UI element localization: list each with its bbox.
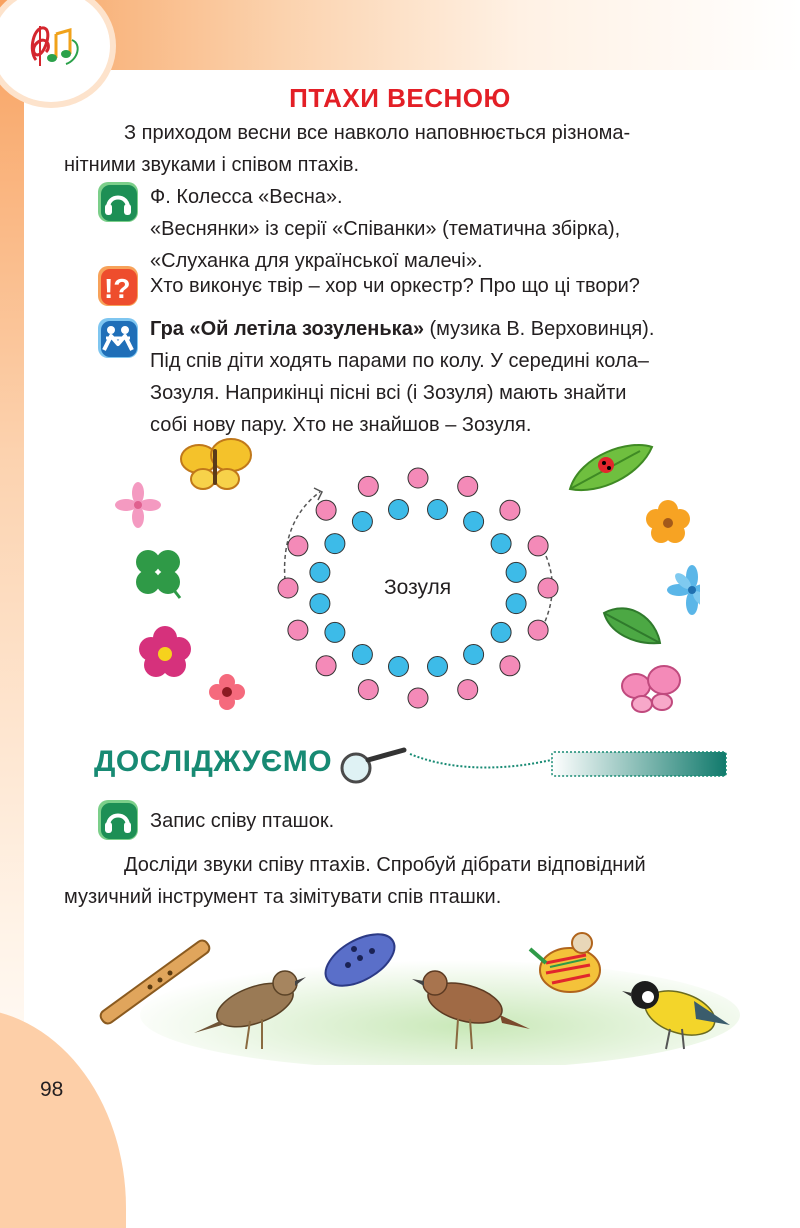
red-flower-icon xyxy=(209,674,245,710)
clover-icon xyxy=(136,550,180,598)
listening-line-1: Ф. Колесса «Весна». xyxy=(150,186,343,208)
child-blue-dot xyxy=(352,645,372,665)
child-pink-dot xyxy=(528,536,548,556)
child-pink-dot xyxy=(538,578,558,598)
listening-block xyxy=(150,181,730,277)
question-text: Хто виконує твір – хор чи оркестр? Про що ці твори? xyxy=(150,275,640,297)
child-pink-dot xyxy=(408,688,428,708)
svg-text:!?: !? xyxy=(104,273,131,304)
game-title: Гра «Ой летіла зозуленька» xyxy=(150,318,424,340)
child-pink-dot xyxy=(458,680,478,700)
birds-instruments-illustration xyxy=(90,925,740,1065)
page-number: 98 xyxy=(40,1078,64,1101)
headphones-icon xyxy=(96,798,140,842)
orange-flower-icon xyxy=(646,500,690,543)
children-game-icon xyxy=(96,316,140,360)
research-listening-text: Запис співу пташок. xyxy=(150,810,335,832)
child-pink-dot xyxy=(358,680,378,700)
child-blue-dot xyxy=(310,562,330,582)
left-strip xyxy=(0,0,24,1158)
child-blue-dot xyxy=(428,500,448,520)
game-title-rest: (музика В. Верховинця). xyxy=(423,318,655,340)
child-pink-dot xyxy=(500,656,520,676)
child-pink-dot xyxy=(528,620,548,640)
intro-line-1: З приходом весни все навколо наповнюється різнома- xyxy=(124,122,631,144)
green-leaf-icon xyxy=(604,608,660,643)
child-blue-dot xyxy=(491,534,511,554)
page-title: ПТАХИ ВЕСНОЮ xyxy=(289,83,511,113)
game-line-3: Зозуля. Наприкінці пісні всі (і Зозуля) мають знайти xyxy=(150,382,627,404)
child-pink-dot xyxy=(458,476,478,496)
game-line-2: Під спів діти ходять парами по колу. У середині кола– xyxy=(150,350,649,372)
leaf-ladybug-icon xyxy=(570,445,652,490)
question-exclamation-icon xyxy=(96,264,140,308)
research-line-2: музичний інструмент та зімітувати спів пташки. xyxy=(64,886,502,908)
circle-center-label: Зозуля xyxy=(384,576,452,599)
intro-paragraph xyxy=(64,117,730,181)
child-pink-dot xyxy=(500,500,520,520)
child-blue-dot xyxy=(325,622,345,642)
pink-butterfly-icon xyxy=(622,666,680,712)
child-pink-dot xyxy=(288,536,308,556)
child-blue-dot xyxy=(464,645,484,665)
research-heading-decoration xyxy=(334,744,734,786)
child-pink-dot xyxy=(358,476,378,496)
game-block xyxy=(150,313,730,441)
pink-flower-icon xyxy=(115,482,161,528)
child-blue-dot xyxy=(506,562,526,582)
child-blue-dot xyxy=(389,500,409,520)
magenta-flower-icon xyxy=(139,626,191,677)
top-band xyxy=(0,0,800,70)
child-blue-dot xyxy=(389,657,409,677)
research-line-1: Досліди звуки співу птахів. Спробуй дібрати відповідний xyxy=(124,854,646,876)
child-blue-dot xyxy=(428,657,448,677)
child-pink-dot xyxy=(316,656,336,676)
butterfly-icon xyxy=(181,439,251,489)
child-pink-dot xyxy=(278,578,298,598)
music-notes-icon xyxy=(26,20,86,70)
blue-flower-icon xyxy=(667,565,700,615)
research-heading: ДОСЛІДЖУЄМО xyxy=(94,745,333,778)
child-pink-dot xyxy=(408,468,428,488)
child-pink-dot xyxy=(288,620,308,640)
intro-line-2: нітними звуками і співом птахів. xyxy=(64,154,360,176)
child-pink-dot xyxy=(316,500,336,520)
headphones-icon xyxy=(96,180,140,224)
listening-line-2: «Веснянки» із серії «Співанки» (тематична збірка), xyxy=(150,218,621,240)
child-blue-dot xyxy=(464,512,484,532)
child-blue-dot xyxy=(310,594,330,614)
child-blue-dot xyxy=(352,512,372,532)
magnifier-icon xyxy=(342,750,404,782)
listening-line-3: «Слуханка для української малечі». xyxy=(150,250,483,272)
child-blue-dot xyxy=(491,622,511,642)
game-line-4: собі нову пару. Хто не знайшов – Зозуля. xyxy=(150,414,532,436)
child-blue-dot xyxy=(325,534,345,554)
child-blue-dot xyxy=(506,594,526,614)
research-paragraph xyxy=(64,849,730,913)
